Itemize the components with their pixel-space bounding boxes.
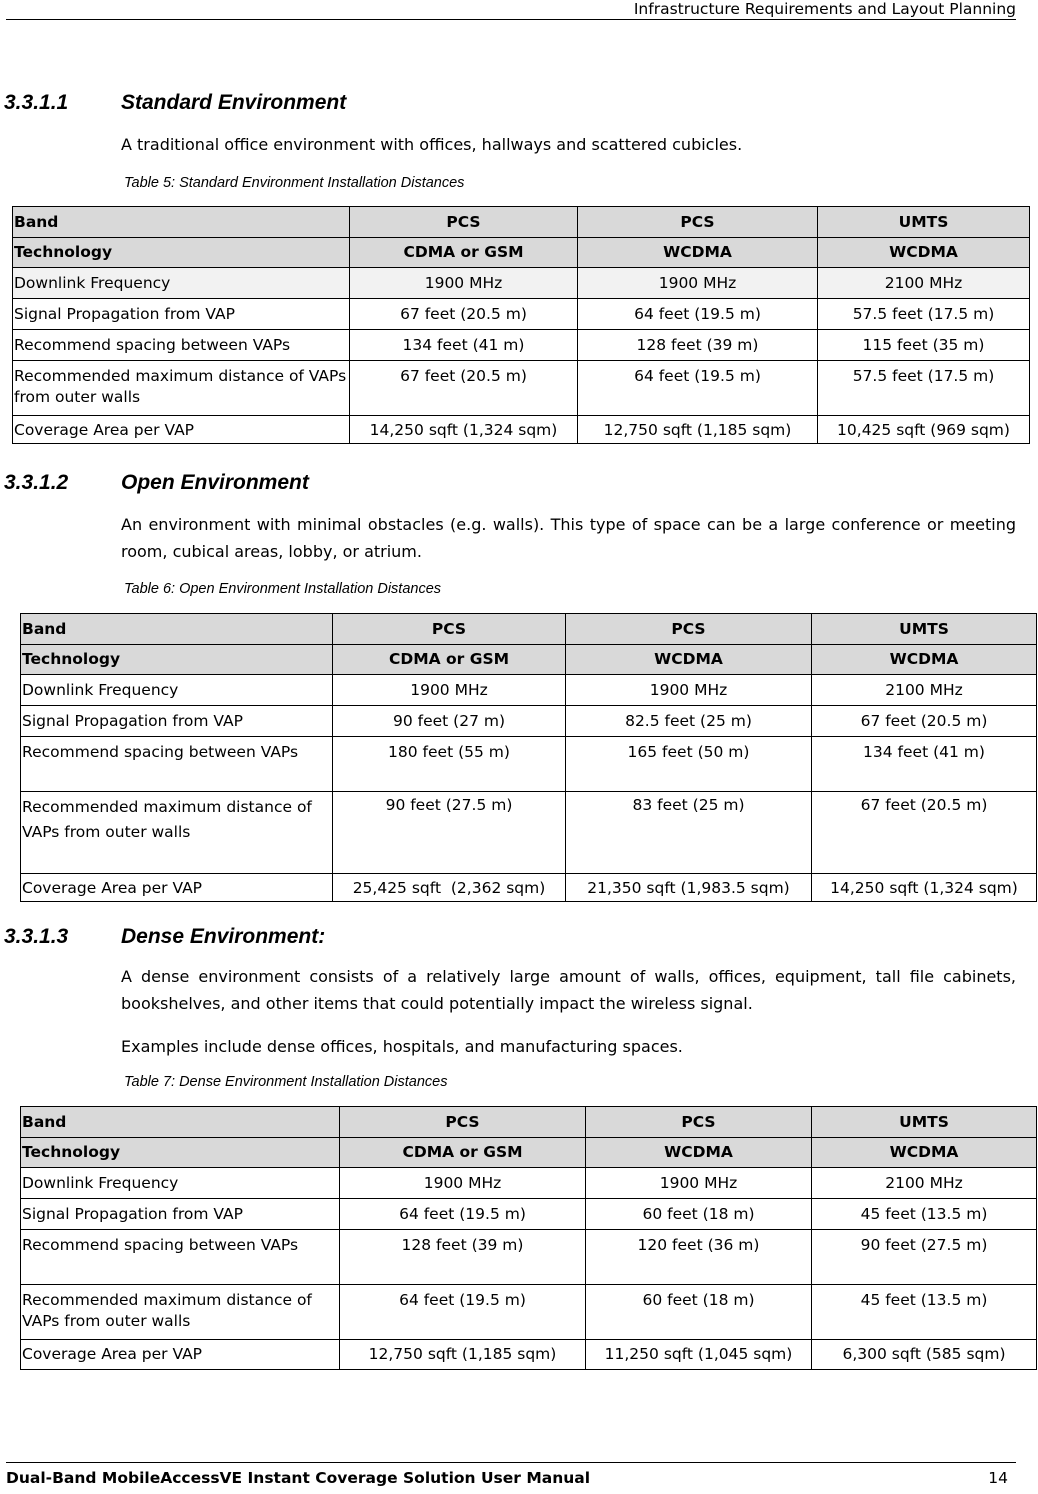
- table-caption: Table 5: Standard Environment Installation Distances: [124, 175, 465, 191]
- table-cell: WCDMA: [818, 238, 1030, 268]
- table-row: [21, 706, 1037, 737]
- table-row: [21, 1230, 1037, 1285]
- footer-manual-title: Dual-Band MobileAccessVE Instant Coverage Solution User Manual: [6, 1469, 591, 1487]
- table-row: [21, 1199, 1037, 1230]
- table-cell: Recommend spacing between VAPs: [21, 737, 333, 792]
- table-caption: Table 6: Open Environment Installation Distances: [124, 581, 442, 597]
- table-cell: PCS: [333, 614, 566, 645]
- table-cell: 60 feet (18 m): [586, 1199, 812, 1230]
- table-row: [13, 361, 1030, 416]
- table-cell: 64 feet (19.5 m): [340, 1285, 586, 1340]
- table-cell: 165 feet (50 m): [566, 737, 812, 792]
- table-row: [21, 1285, 1037, 1340]
- table-header-row: [21, 1107, 1037, 1138]
- table-cell: 12,750 sqft (1,185 sqm): [340, 1340, 586, 1370]
- table-cell: Signal Propagation from VAP: [13, 299, 350, 330]
- table-cell: 57.5 feet (17.5 m): [818, 299, 1030, 330]
- table-header-row: [13, 207, 1030, 238]
- table-cell: WCDMA: [586, 1138, 812, 1168]
- table-cell: 64 feet (19.5 m): [578, 361, 818, 416]
- table-cell: Technology: [21, 645, 333, 675]
- table-cell: 1900 MHz: [578, 268, 818, 299]
- table-cell: 64 feet (19.5 m): [578, 299, 818, 330]
- table-cell: 57.5 feet (17.5 m): [818, 361, 1030, 416]
- table-row: [21, 675, 1037, 706]
- table-cell: Band: [21, 614, 333, 645]
- table-cell: 21,350 sqft (1,983.5 sqm): [566, 874, 812, 902]
- table-cell: WCDMA: [812, 645, 1037, 675]
- table-cell: 67 feet (20.5 m): [812, 706, 1037, 737]
- table-cell: 90 feet (27.5 m): [333, 792, 566, 874]
- table-row: [13, 268, 1030, 299]
- section-paragraph: Examples include dense offices, hospitals, and manufacturing spaces.: [121, 1037, 683, 1056]
- table-cell: 2100 MHz: [812, 1168, 1037, 1199]
- footer-divider: [6, 1462, 1016, 1463]
- table-cell: Recommend spacing between VAPs: [13, 330, 350, 361]
- table-cell: Recommended maximum distance of VAPs from outer walls: [21, 792, 333, 874]
- table-row: [21, 874, 1037, 902]
- table-cell: 45 feet (13.5 m): [812, 1285, 1037, 1340]
- running-header: Infrastructure Requirements and Layout Planning: [633, 0, 1016, 18]
- table-cell: CDMA or GSM: [340, 1138, 586, 1168]
- table-cell: Technology: [13, 238, 350, 268]
- section-title: Standard Environment: [121, 91, 347, 114]
- standard-environment-table: [12, 206, 1030, 444]
- table-row: [21, 792, 1037, 874]
- section-paragraph: A dense environment consists of a relatively large amount of walls, offices, equipment, tall file cabinets, bookshelves, and other items that could potentially impact the wireless signal.: [121, 967, 1016, 1013]
- table-cell: 60 feet (18 m): [586, 1285, 812, 1340]
- table-cell: 2100 MHz: [812, 675, 1037, 706]
- table-cell: 1900 MHz: [333, 675, 566, 706]
- table-cell: 12,750 sqft (1,185 sqm): [578, 416, 818, 444]
- section-heading-standard: [4, 91, 346, 115]
- section-number: 3.3.1.1: [4, 91, 69, 114]
- table-row: [21, 737, 1037, 792]
- table-row: [21, 1340, 1037, 1370]
- table-cell: 83 feet (25 m): [566, 792, 812, 874]
- table-cell: 67 feet (20.5 m): [350, 361, 578, 416]
- table-cell: 67 feet (20.5 m): [350, 299, 578, 330]
- table-cell: PCS: [578, 207, 818, 238]
- table-cell: 1900 MHz: [350, 268, 578, 299]
- table-cell: 1900 MHz: [586, 1168, 812, 1199]
- table-cell: Technology: [21, 1138, 340, 1168]
- table-header-row: [13, 238, 1030, 268]
- table-cell: UMTS: [818, 207, 1030, 238]
- section-heading-dense: [4, 925, 325, 949]
- table-cell: CDMA or GSM: [333, 645, 566, 675]
- dense-environment-table: [20, 1106, 1037, 1370]
- page-number: 14: [988, 1469, 1008, 1487]
- table-header-row: [21, 645, 1037, 675]
- table-cell: 128 feet (39 m): [340, 1230, 586, 1285]
- header-divider: [6, 19, 1016, 20]
- table-cell: Signal Propagation from VAP: [21, 706, 333, 737]
- section-number: 3.3.1.3: [4, 925, 69, 948]
- table-cell: WCDMA: [578, 238, 818, 268]
- table-cell: PCS: [586, 1107, 812, 1138]
- table-cell: WCDMA: [812, 1138, 1037, 1168]
- table-cell: Recommend spacing between VAPs: [21, 1230, 340, 1285]
- table-cell: 6,300 sqft (585 sqm): [812, 1340, 1037, 1370]
- table-header-row: [21, 1138, 1037, 1168]
- table-cell: Coverage Area per VAP: [21, 874, 333, 902]
- table-cell: Band: [21, 1107, 340, 1138]
- table-cell: 90 feet (27.5 m): [812, 1230, 1037, 1285]
- table-cell: 64 feet (19.5 m): [340, 1199, 586, 1230]
- table-cell: Band: [13, 207, 350, 238]
- table-cell: 67 feet (20.5 m): [812, 792, 1037, 874]
- table-cell: 14,250 sqft (1,324 sqm): [812, 874, 1037, 902]
- table-cell: 11,250 sqft (1,045 sqm): [586, 1340, 812, 1370]
- table-cell: 134 feet (41 m): [812, 737, 1037, 792]
- table-cell: 134 feet (41 m): [350, 330, 578, 361]
- table-cell: WCDMA: [566, 645, 812, 675]
- open-environment-table: [20, 613, 1037, 902]
- section-paragraph: An environment with minimal obstacles (e.g. walls). This type of space can be a large conference or meeting room, cubical areas, lobby, or atrium.: [121, 515, 1016, 561]
- table-cell: 90 feet (27 m): [333, 706, 566, 737]
- section-heading-open: [4, 471, 309, 495]
- table-cell: Recommended maximum distance of VAPs from outer walls: [21, 1285, 340, 1340]
- table-cell: 2100 MHz: [818, 268, 1030, 299]
- section-number: 3.3.1.2: [4, 471, 69, 494]
- table-header-row: [21, 614, 1037, 645]
- table-row: [13, 416, 1030, 444]
- table-cell: 180 feet (55 m): [333, 737, 566, 792]
- table-cell: PCS: [350, 207, 578, 238]
- table-cell: Coverage Area per VAP: [21, 1340, 340, 1370]
- table-cell: 25,425 sqft (2,362 sqm): [333, 874, 566, 902]
- table-row: [21, 1168, 1037, 1199]
- section-title: Open Environment: [121, 471, 309, 494]
- table-cell: 45 feet (13.5 m): [812, 1199, 1037, 1230]
- table-cell: UMTS: [812, 1107, 1037, 1138]
- table-cell: 14,250 sqft (1,324 sqm): [350, 416, 578, 444]
- table-cell: Coverage Area per VAP: [13, 416, 350, 444]
- table-row: [13, 330, 1030, 361]
- table-caption: Table 7: Dense Environment Installation Distances: [124, 1074, 448, 1090]
- table-cell: Downlink Frequency: [13, 268, 350, 299]
- table-cell: PCS: [340, 1107, 586, 1138]
- table-row: [13, 299, 1030, 330]
- table-cell: 120 feet (36 m): [586, 1230, 812, 1285]
- table-cell: CDMA or GSM: [350, 238, 578, 268]
- table-cell: Signal Propagation from VAP: [21, 1199, 340, 1230]
- table-cell: Recommended maximum distance of VAPs from outer walls: [13, 361, 350, 416]
- section-paragraph: A traditional office environment with offices, hallways and scattered cubicles.: [121, 135, 743, 154]
- section-title: Dense Environment:: [121, 925, 326, 948]
- table-cell: 10,425 sqft (969 sqm): [818, 416, 1030, 444]
- table-cell: 1900 MHz: [566, 675, 812, 706]
- table-cell: UMTS: [812, 614, 1037, 645]
- table-cell: 128 feet (39 m): [578, 330, 818, 361]
- table-cell: PCS: [566, 614, 812, 645]
- table-cell: 82.5 feet (25 m): [566, 706, 812, 737]
- table-cell: 115 feet (35 m): [818, 330, 1030, 361]
- table-cell: 1900 MHz: [340, 1168, 586, 1199]
- table-cell: Downlink Frequency: [21, 1168, 340, 1199]
- table-cell: Downlink Frequency: [21, 675, 333, 706]
